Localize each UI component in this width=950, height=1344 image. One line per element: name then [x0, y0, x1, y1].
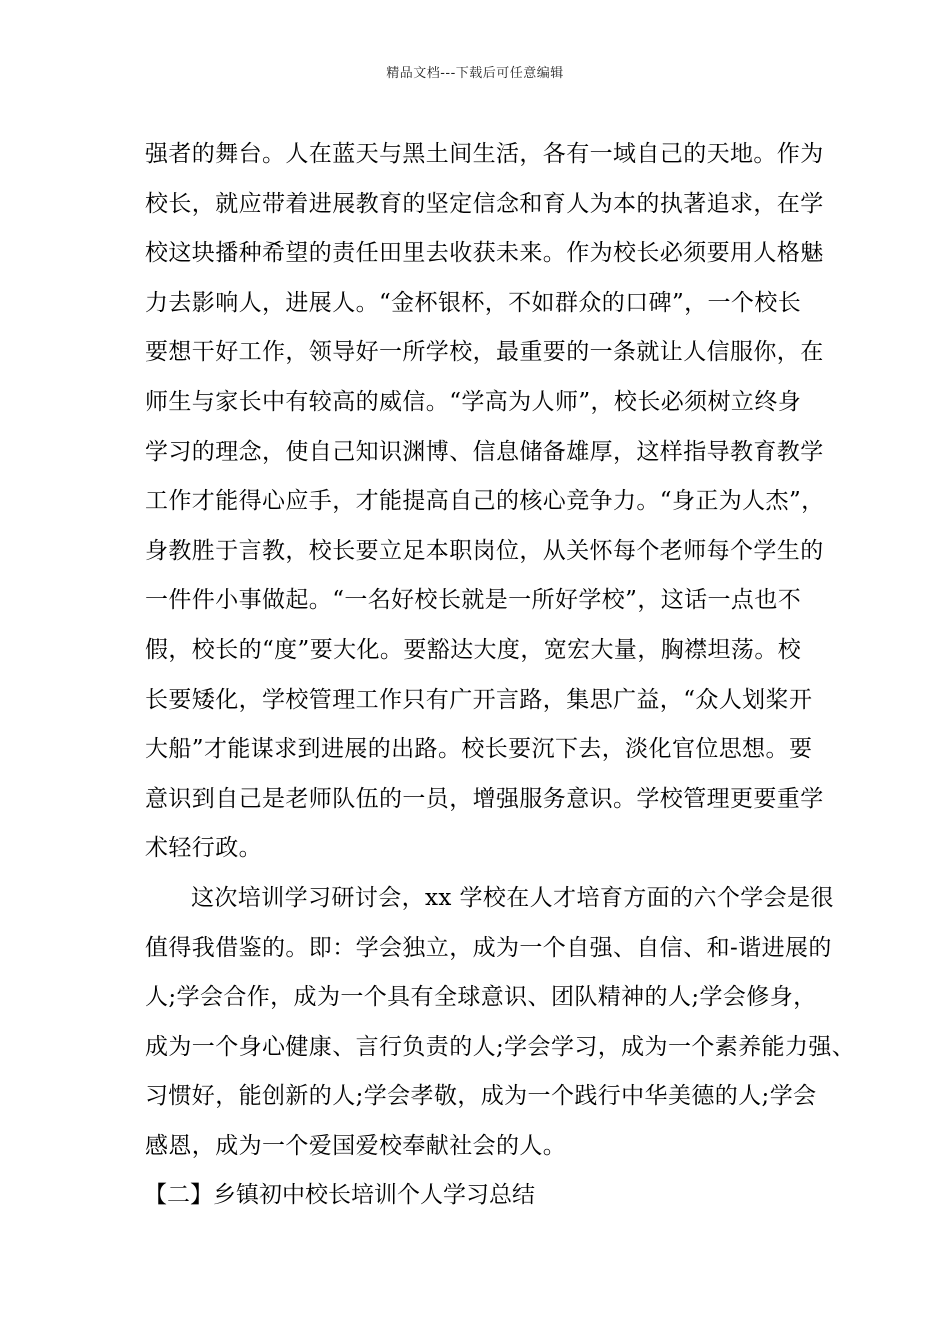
paragraph-line: 校这块播种希望的责任田里去收获未来。作为校长必须要用人格魅 — [145, 240, 824, 267]
section-heading: 【二】乡镇初中校长培训个人学习总结 — [144, 1182, 535, 1209]
paragraph-1 — [145, 130, 825, 874]
paragraph-line: 假，校长的“度”要大化。要豁达大度，宽宏大量，胸襟坦荡。校 — [145, 636, 802, 663]
paragraph-line: 校长，就应带着进展教育的坚定信念和育人为本的执著追求，在学 — [145, 190, 824, 217]
paragraph-line: 一件件小事做起。“一名好校长就是一所好学校”，这话一点也不 — [145, 587, 802, 614]
paragraph-line: 身教胜于言教，校长要立足本职岗位，从关怀每个老师每个学生的 — [145, 537, 824, 564]
paragraph-line: 术轻行政。 — [145, 835, 262, 862]
paragraph-line: 这次培训学习研讨会，xx 学校在人才培育方面的六个学会是很 — [191, 884, 834, 911]
paragraph-line: 强者的舞台。人在蓝天与黑土间生活，各有一域自己的天地。作为 — [145, 141, 824, 167]
paragraph-line: 力去影响人，进展人。“金杯银杯，不如群众的口碑”，一个校长 — [145, 289, 802, 316]
paragraph-line: 师生与家长中有较高的威信。“学高为人师”，校长必须树立终身 — [145, 388, 802, 415]
paragraph-line: 长要矮化，学校管理工作只有广开言路，集思广益，“众人划桨开 — [145, 686, 813, 713]
paragraph-line: 成为一个身心健康、言行负责的人;学会学习，成为一个素养能力强、 — [145, 1033, 856, 1060]
paragraph-line: 工作才能得心应手，才能提高自己的核心竞争力。“身正为人杰”， — [145, 488, 825, 515]
page-header: 精品文档---下载后可任意编辑 — [386, 66, 564, 81]
paragraph-line: 要想干好工作，领导好一所学校，最重要的一条就让人信服你，在 — [145, 339, 824, 366]
paragraph-line: 值得我借鉴的。即：学会独立，成为一个自强、自信、和-谐进展的 — [145, 934, 832, 961]
paragraph-line: 大船”才能谋求到进展的出路。校长要沉下去，淡化官位思想。要 — [145, 736, 813, 763]
paragraph-2 — [145, 874, 856, 1172]
paragraph-line: 意识到自己是老师队伍的一员，增强服务意识。学校管理更要重学 — [145, 785, 824, 812]
paragraph-line: 人;学会合作，成为一个具有全球意识、团队精神的人;学会修身， — [145, 984, 817, 1011]
document-body — [144, 130, 856, 1221]
paragraph-line: 习惯好，能创新的人;学会孝敬，成为一个践行中华美德的人;学会 — [145, 1083, 817, 1110]
paragraph-line: 感恩，成为一个爱国爱校奉献社会的人。 — [145, 1132, 567, 1159]
paragraph-line: 学习的理念，使自己知识渊博、信息储备雄厚，这样指导教育教学 — [145, 438, 824, 465]
